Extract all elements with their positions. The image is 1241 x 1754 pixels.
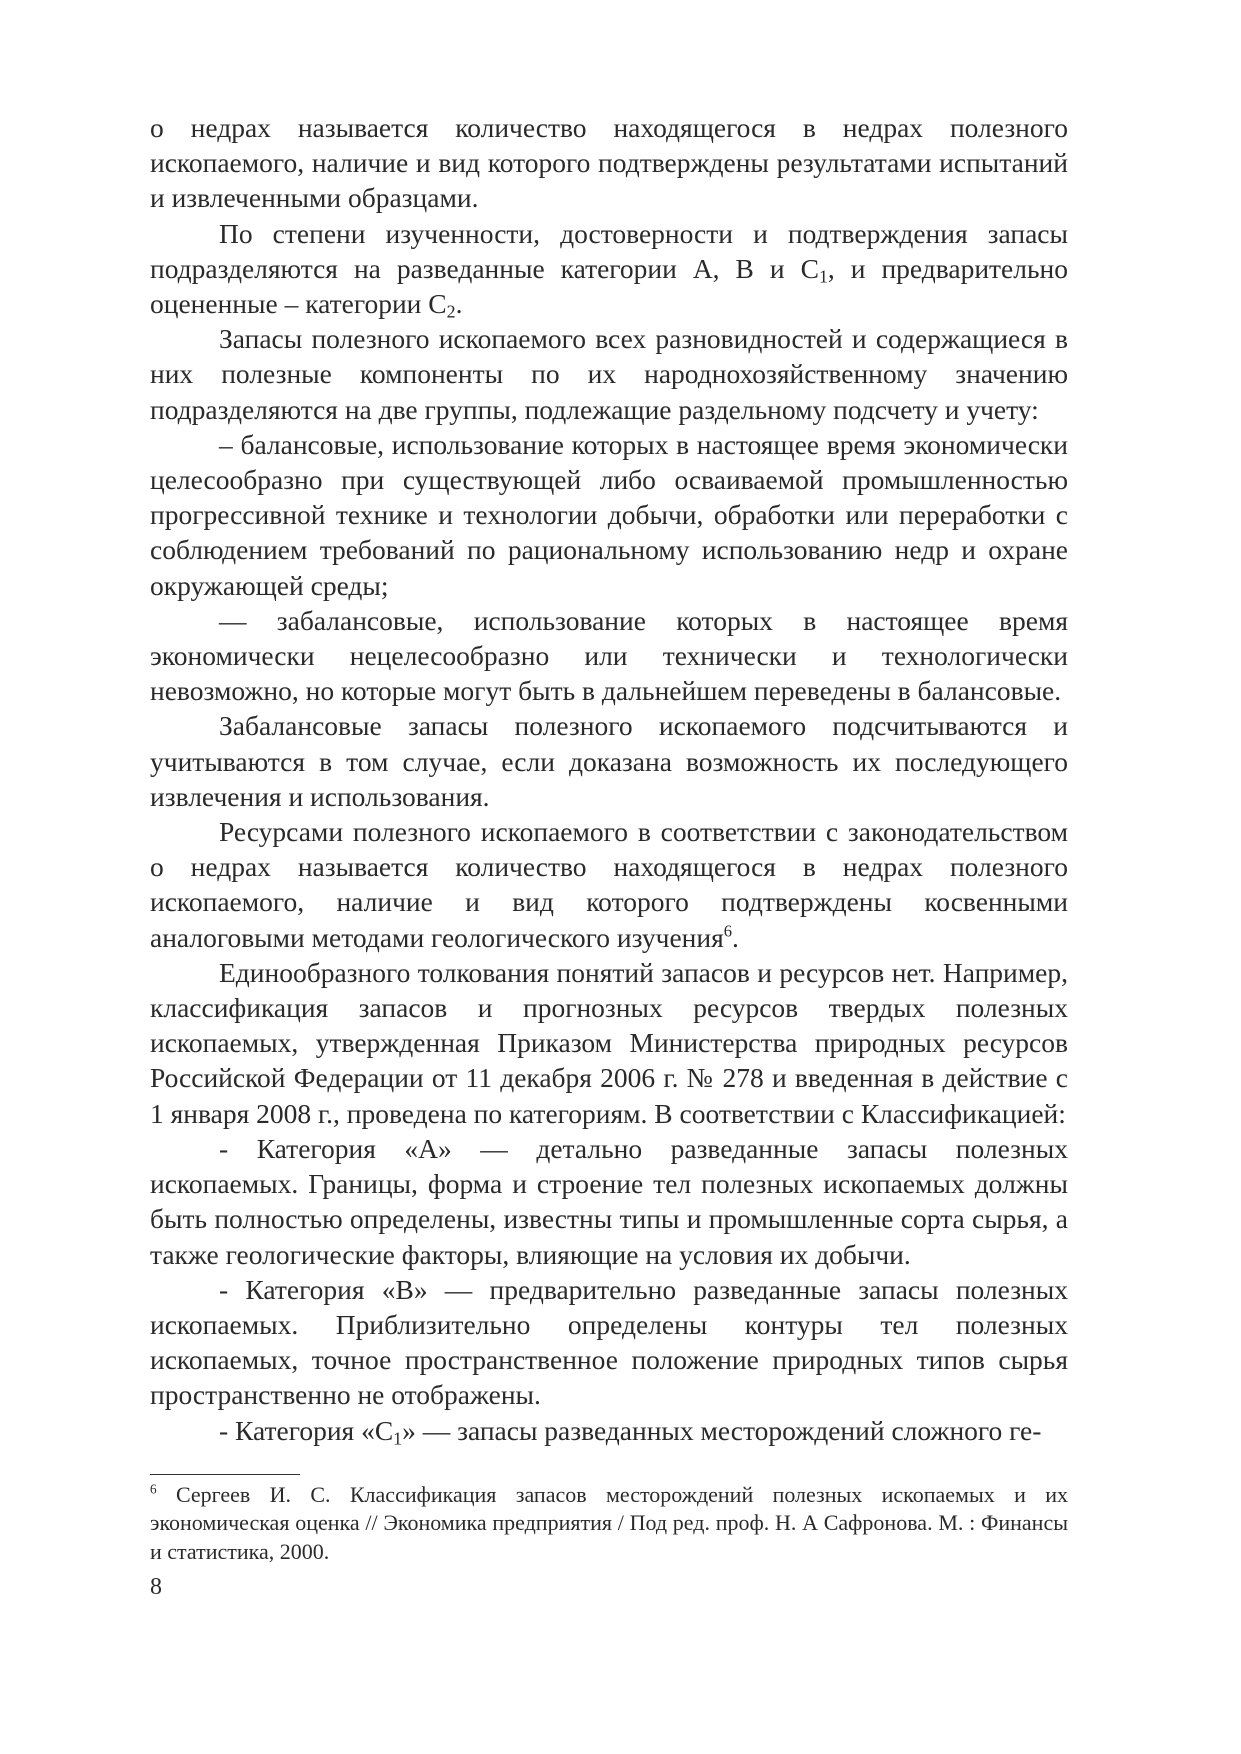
paragraph-5 [150,603,1068,709]
paragraph-6-text: Забалансовые запасы полезного ископаемого подсчитываются и учитываются в том случае, если доказана возможность их последующего извлечения и использования. [150,710,1068,812]
paragraph-9-text: - Категория «А» — детально разведанные запасы полезных ископаемых. Границы, форма и строение тел полезных ископаемых должны быть полностью определены, известны типы и промышленные сорта сырья, а также геологические факторы, влияющие на условия их добычи. [150,1132,1068,1270]
paragraph-7 [150,814,1068,955]
footnote [150,1481,1068,1567]
paragraph-2-text-c: . [455,288,463,320]
subscript-c1: 1 [818,266,828,287]
paragraph-10 [150,1272,1068,1413]
paragraph-3 [150,321,1068,427]
paragraph-4 [150,427,1068,603]
paragraph-3-text: Запасы полезного ископаемого всех разновидностей и содержащиеся в них полезные компоненты по их народнохозяйственному значению подразделяются на две группы, подлежащие раздельному подсчету и учету: [150,323,1068,425]
paragraph-2-text-b: , и предварительно оцененные – категории С [150,252,1068,320]
paragraph-8-text: Единообразного толкования понятий запасов и ресурсов нет. Например, классификация запасов и прогнозных ресурсов твердых полезных ископаемых, утвержденная Приказом Министерства природных ресурсов Российской Федерации от 11 декабря 2006 г. № 278 и введенная в действие с 1 января 2008 г., проведена по категориям. В соответствии с Классификацией: [150,956,1068,1129]
paragraph-11-text-a: - Категория «С [219,1414,394,1446]
paragraph-1-text: о недрах называется количество находящегося в недрах полезного ископаемого, наличие и вид которого подтверждены результатами испытаний и извлеченными образцами. [150,112,1068,214]
subscript-c1-category: 1 [393,1427,403,1448]
paragraph-2-text-a: По степени изученности, достоверности и подтверждения запасы подразделяются на разведанные категории А, В и С [150,217,1068,284]
footnote-reference[interactable]: 6 [723,920,733,940]
paragraph-7-text-a: Ресурсами полезного ископаемого в соответствии с законодательством о недрах называется количество находящегося в недрах полезного ископаемого, наличие и вид которого подтверждены косвенными аналоговыми методами геологического изучения [150,816,1068,953]
paragraph-7-text-b: . [732,921,739,953]
page-number: 8 [150,1574,162,1601]
footnote-text: Сергеев И. С. Классификация запасов месторождений полезных ископаемых и их экономическая оценка // Экономика предприятия / Под ред. проф. Н. А Сафронова. М. : Финансы и статистика, 2000. [150,1481,1068,1564]
body-text [150,110,1068,1448]
paragraph-8 [150,955,1068,1131]
paragraph-9 [150,1131,1068,1272]
document-page [150,110,1068,1601]
paragraph-2 [150,216,1068,322]
paragraph-6 [150,708,1068,814]
paragraph-11-text-b: » — запасы разведанных месторождений сложного ге- [402,1414,1042,1446]
paragraph-1 [150,110,1068,216]
paragraph-5-text: — забалансовые, использование которых в настоящее время экономически нецелесообразно или технически и технологически невозможно, но которые могут быть в дальнейшем переведены в балансовые. [150,604,1068,707]
paragraph-4-text: – балансовые, использование которых в настоящее время экономически целесообразно при существующей либо осваиваемой промышленностью прогрессивной технике и технологии добычи, обработки или переработки с соблюдением требований по рациональному использованию недр и охране окружающей среды; [150,428,1068,601]
footnote-marker: 6 [150,1481,157,1497]
paragraph-11 [150,1413,1068,1448]
subscript-c2: 2 [446,301,456,322]
footnote-divider [150,1474,300,1475]
paragraph-10-text: - Категория «В» — предварительно разведанные запасы полезных ископаемых. Приблизительно определены контуры тел полезных ископаемых, точное пространственное положение природных типов сырья пространственно не отображены. [150,1273,1068,1411]
